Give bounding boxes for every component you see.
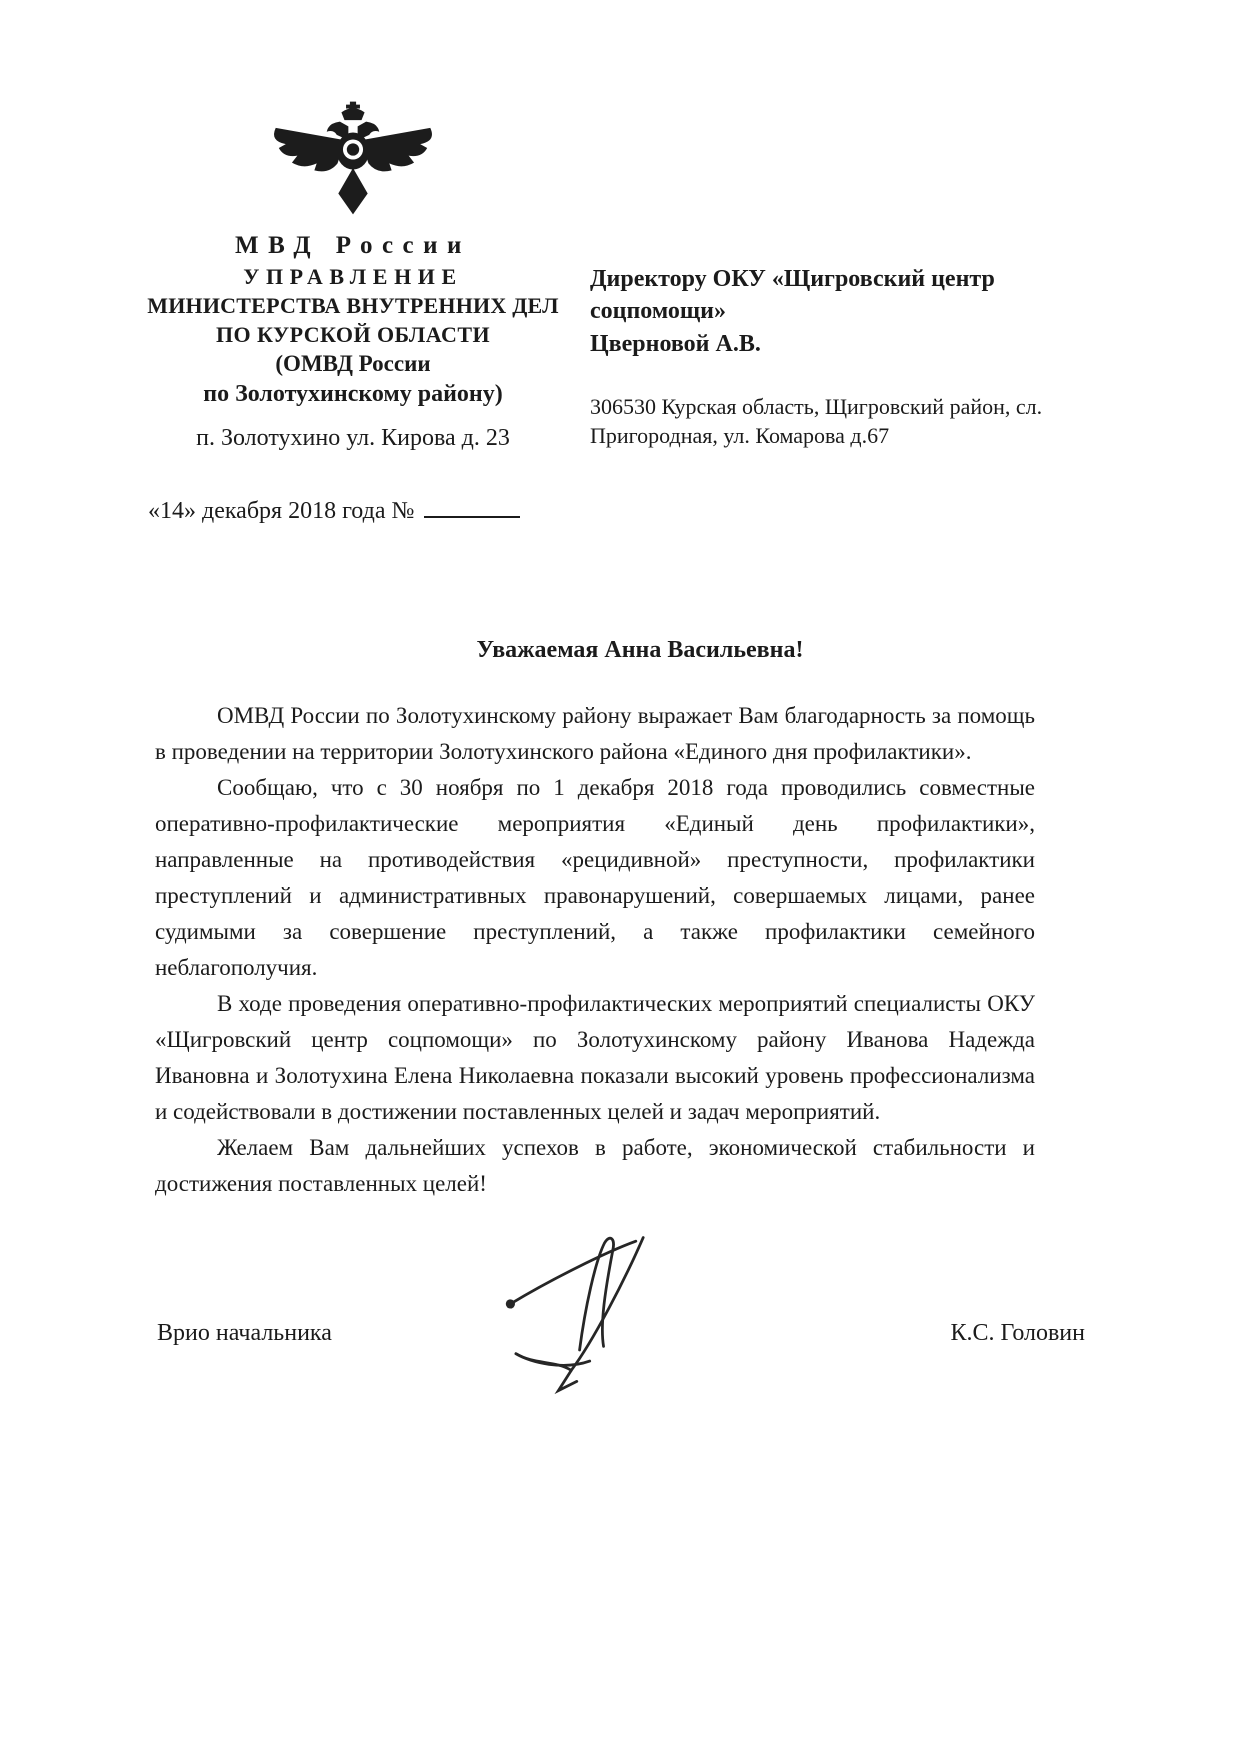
recipient-address-line-1: 306530 Курская область, Щигровский район, сл. <box>590 394 1043 420</box>
letterhead <box>0 0 1240 525</box>
signer-name: К.С. Головин <box>950 1320 1085 1347</box>
org-name-line-1: МВД России <box>235 232 471 259</box>
recipient-address <box>590 392 1070 450</box>
org-name-line-5: (ОМВД России <box>275 351 431 377</box>
letter-body <box>155 698 1035 1202</box>
org-street-address: п. Золотухино ул. Кирова д. 23 <box>196 425 510 452</box>
signer-position-title: Врио начальника <box>157 1320 332 1347</box>
recipient-name: Цверновой А.В. <box>590 330 761 357</box>
date-text: «14» декабря 2018 года № <box>148 498 415 525</box>
signature-block <box>155 1280 1135 1470</box>
recipient-title <box>590 263 1070 360</box>
recipient-line-1: Директору ОКУ «Щигровский центр <box>590 266 995 292</box>
org-name-line-6: по Золотухинскому району) <box>203 381 503 408</box>
date-and-number-line <box>128 496 578 525</box>
salutation: Уважаемая Анна Васильевна! <box>476 637 804 664</box>
recipient-block <box>590 100 1070 450</box>
document-number-blank <box>424 496 520 518</box>
body-paragraph-2: Сообщаю, что с 30 ноября по 1 декабря 2018 года проводились совместные оперативно-профилактические мероприятия «Единый день профилактики», направленные на противодействия «рецидивной» преступности, профилактики преступлений и административных правонарушений, совершаемых лицами, ранее судимыми за совершение преступлений, а также профилактики семейного неблагополучия. <box>155 775 1035 981</box>
mvd-eagle-emblem-icon <box>268 100 438 221</box>
org-name-line-2: УПРАВЛЕНИЕ <box>243 264 463 289</box>
recipient-address-line-2: Пригородная, ул. Комарова д.67 <box>590 423 890 449</box>
body-paragraph-4: Желаем Вам дальнейших успехов в работе, экономической стабильности и достижения поставленных целей! <box>155 1135 1035 1197</box>
letterhead-org-block <box>128 100 578 525</box>
recipient-line-2: соцпомощи» <box>590 298 726 325</box>
handwritten-signature-icon <box>490 1232 730 1403</box>
body-paragraph-3: В ходе проведения оперативно-профилактических мероприятий специалисты ОКУ «Щигровский центр соцпомощи» по Золотухинскому району Иванова Надежда Ивановна и Золотухина Елена Николаевна показали высокий уровень профессионализма и содействовали в достижении поставленных целей и задач мероприятий. <box>155 991 1035 1125</box>
org-name-line-3: МИНИСТЕРСТВА ВНУТРЕННИХ ДЕЛ <box>147 293 559 319</box>
org-name-line-4: ПО КУРСКОЙ ОБЛАСТИ <box>216 322 490 348</box>
body-paragraph-1: ОМВД России по Золотухинскому району выражает Вам благодарность за помощь в проведении на территории Золотухинского района «Единого дня профилактики». <box>155 703 1035 765</box>
